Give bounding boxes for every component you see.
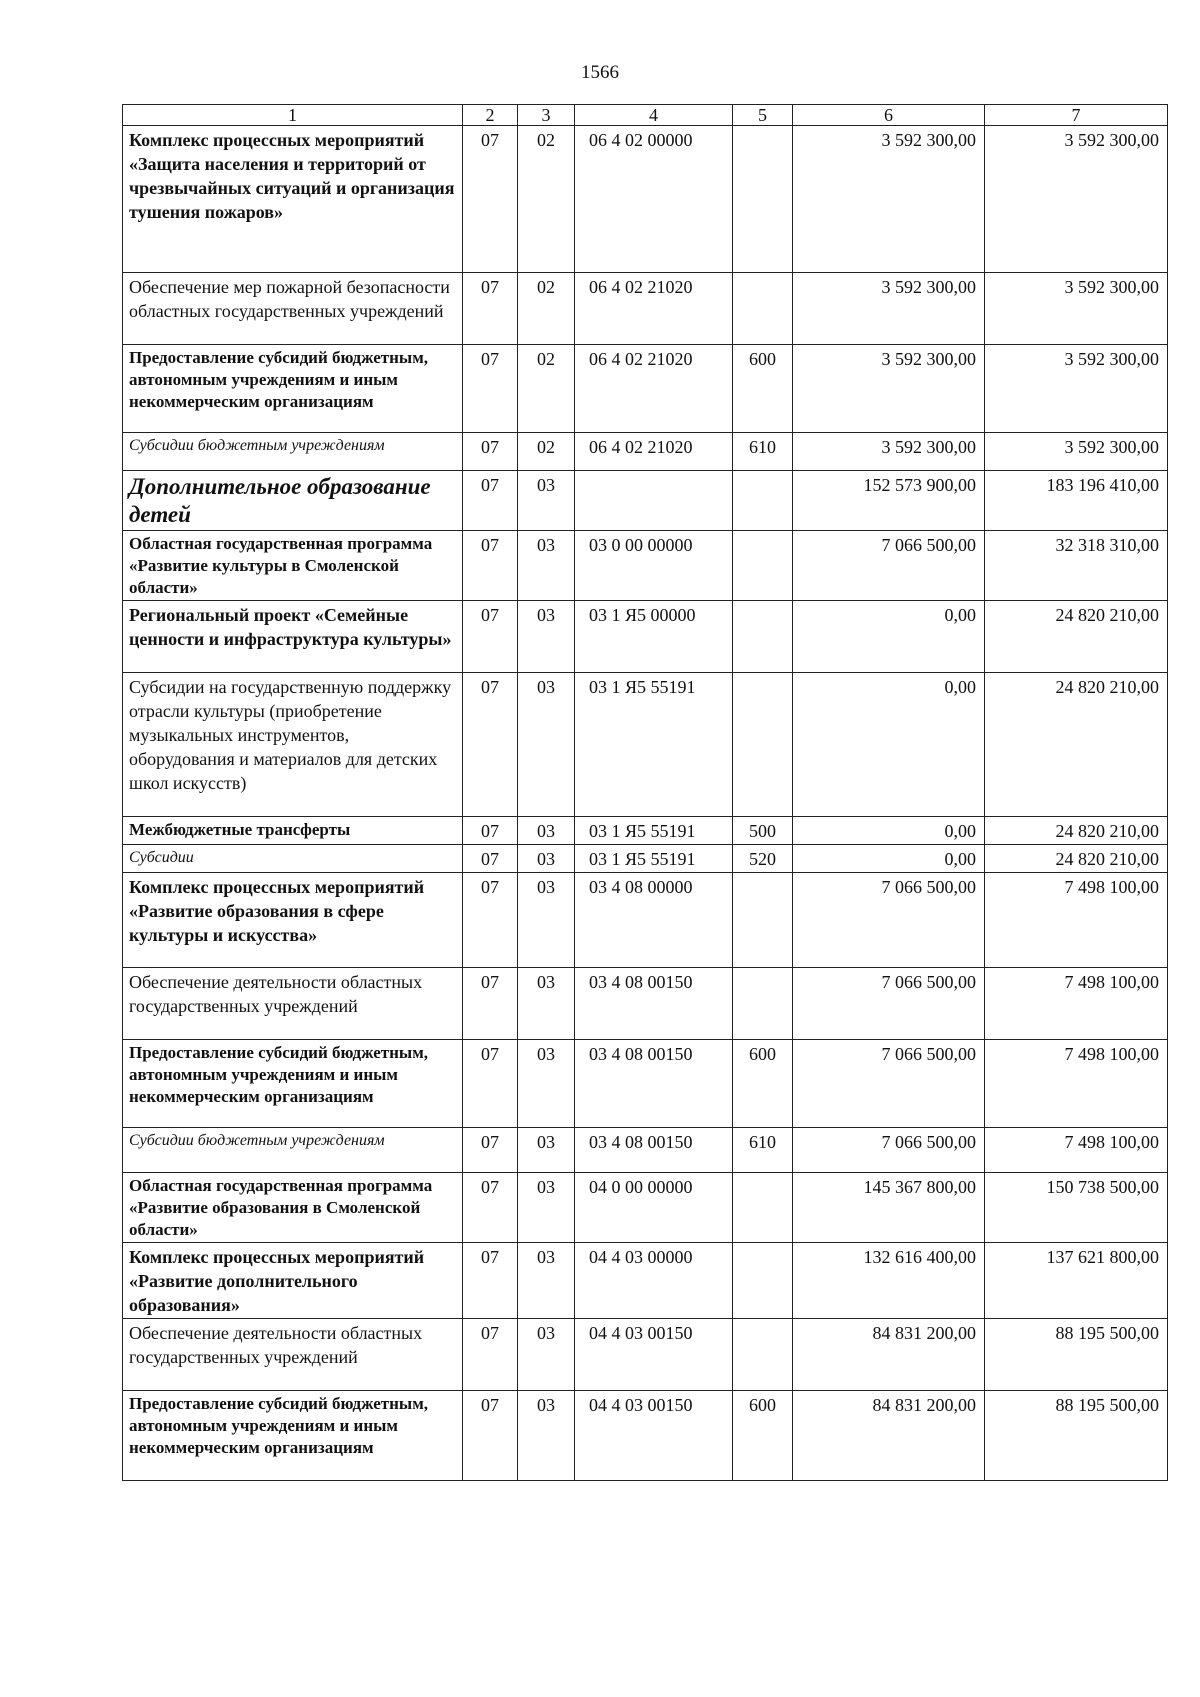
column-header: 6 bbox=[793, 105, 985, 126]
expense-type-cell: 610 bbox=[733, 433, 793, 471]
row-name-cell: Субсидии бюджетным учреждениям bbox=[123, 1128, 463, 1173]
row-name-cell: Предоставление субсидий бюджетным, автономным учреждениям и иным некоммерческим организациям bbox=[123, 345, 463, 433]
table-row bbox=[123, 845, 1168, 873]
target-article-cell: 04 4 03 00150 bbox=[575, 1391, 733, 1481]
section-code-cell: 07 bbox=[463, 531, 518, 601]
table-row bbox=[123, 433, 1168, 471]
amount-year2-cell: 7 498 100,00 bbox=[985, 873, 1168, 968]
amount-year2-cell: 3 592 300,00 bbox=[985, 273, 1168, 345]
target-article-cell: 03 4 08 00150 bbox=[575, 1040, 733, 1128]
row-name-cell: Региональный проект «Семейные ценности и инфраструктура культуры» bbox=[123, 601, 463, 673]
amount-year1-cell: 7 066 500,00 bbox=[793, 968, 985, 1040]
row-name-cell: Областная государственная программа «Развитие культуры в Смоленской области» bbox=[123, 531, 463, 601]
section-code-cell: 07 bbox=[463, 601, 518, 673]
subsection-code-cell: 03 bbox=[518, 1173, 575, 1243]
column-header: 5 bbox=[733, 105, 793, 126]
subsection-code-cell: 02 bbox=[518, 126, 575, 273]
amount-year1-cell: 0,00 bbox=[793, 845, 985, 873]
table-row bbox=[123, 1128, 1168, 1173]
table-row bbox=[123, 1243, 1168, 1319]
amount-year2-cell: 3 592 300,00 bbox=[985, 345, 1168, 433]
column-header: 4 bbox=[575, 105, 733, 126]
section-code-cell: 07 bbox=[463, 968, 518, 1040]
subsection-code-cell: 03 bbox=[518, 845, 575, 873]
target-article-cell: 03 0 00 00000 bbox=[575, 531, 733, 601]
expense-type-cell bbox=[733, 471, 793, 531]
amount-year1-cell: 0,00 bbox=[793, 673, 985, 817]
row-name-cell: Предоставление субсидий бюджетным, автономным учреждениям и иным некоммерческим организациям bbox=[123, 1040, 463, 1128]
expense-type-cell bbox=[733, 673, 793, 817]
subsection-code-cell: 03 bbox=[518, 1128, 575, 1173]
amount-year1-cell: 7 066 500,00 bbox=[793, 1128, 985, 1173]
section-code-cell: 07 bbox=[463, 1319, 518, 1391]
amount-year1-cell: 84 831 200,00 bbox=[793, 1391, 985, 1481]
amount-year1-cell: 3 592 300,00 bbox=[793, 126, 985, 273]
table-row bbox=[123, 273, 1168, 345]
subsection-code-cell: 02 bbox=[518, 345, 575, 433]
target-article-cell: 03 4 08 00000 bbox=[575, 873, 733, 968]
amount-year1-cell: 3 592 300,00 bbox=[793, 273, 985, 345]
subsection-code-cell: 03 bbox=[518, 1319, 575, 1391]
row-name-cell: Комплекс процессных мероприятий «Развитие образования в сфере культуры и искусства» bbox=[123, 873, 463, 968]
column-header: 1 bbox=[123, 105, 463, 126]
amount-year1-cell: 3 592 300,00 bbox=[793, 433, 985, 471]
amount-year1-cell: 0,00 bbox=[793, 601, 985, 673]
expense-type-cell bbox=[733, 601, 793, 673]
table-row bbox=[123, 873, 1168, 968]
amount-year2-cell: 24 820 210,00 bbox=[985, 673, 1168, 817]
section-code-cell: 07 bbox=[463, 1243, 518, 1319]
target-article-cell: 03 4 08 00150 bbox=[575, 968, 733, 1040]
expense-type-cell bbox=[733, 126, 793, 273]
target-article-cell: 03 1 Я5 55191 bbox=[575, 817, 733, 845]
expense-type-cell: 600 bbox=[733, 345, 793, 433]
section-code-cell: 07 bbox=[463, 1128, 518, 1173]
expense-type-cell bbox=[733, 1173, 793, 1243]
budget-table bbox=[122, 104, 1168, 1481]
subsection-code-cell: 03 bbox=[518, 873, 575, 968]
target-article-cell: 06 4 02 00000 bbox=[575, 126, 733, 273]
expense-type-cell: 600 bbox=[733, 1391, 793, 1481]
expense-type-cell bbox=[733, 273, 793, 345]
target-article-cell: 04 0 00 00000 bbox=[575, 1173, 733, 1243]
amount-year2-cell: 88 195 500,00 bbox=[985, 1319, 1168, 1391]
target-article-cell: 06 4 02 21020 bbox=[575, 345, 733, 433]
expense-type-cell bbox=[733, 1243, 793, 1319]
amount-year1-cell: 84 831 200,00 bbox=[793, 1319, 985, 1391]
target-article-cell: 06 4 02 21020 bbox=[575, 273, 733, 345]
row-name-cell: Областная государственная программа «Развитие образования в Смоленской области» bbox=[123, 1173, 463, 1243]
section-code-cell: 07 bbox=[463, 817, 518, 845]
table-row bbox=[123, 1040, 1168, 1128]
amount-year2-cell: 150 738 500,00 bbox=[985, 1173, 1168, 1243]
expense-type-cell bbox=[733, 968, 793, 1040]
amount-year2-cell: 24 820 210,00 bbox=[985, 845, 1168, 873]
subsection-code-cell: 03 bbox=[518, 1040, 575, 1128]
table-row bbox=[123, 471, 1168, 531]
target-article-cell: 04 4 03 00000 bbox=[575, 1243, 733, 1319]
table-row bbox=[123, 531, 1168, 601]
amount-year2-cell: 183 196 410,00 bbox=[985, 471, 1168, 531]
section-code-cell: 07 bbox=[463, 1173, 518, 1243]
expense-type-cell: 500 bbox=[733, 817, 793, 845]
table-row bbox=[123, 673, 1168, 817]
amount-year2-cell: 137 621 800,00 bbox=[985, 1243, 1168, 1319]
section-code-cell: 07 bbox=[463, 673, 518, 817]
target-article-cell: 03 1 Я5 00000 bbox=[575, 601, 733, 673]
subsection-code-cell: 02 bbox=[518, 273, 575, 345]
page-number: 1566 bbox=[581, 62, 619, 83]
table-row bbox=[123, 1173, 1168, 1243]
row-name-cell: Предоставление субсидий бюджетным, автономным учреждениям и иным некоммерческим организациям bbox=[123, 1391, 463, 1481]
column-header: 3 bbox=[518, 105, 575, 126]
amount-year2-cell: 3 592 300,00 bbox=[985, 433, 1168, 471]
row-name-cell: Комплекс процессных мероприятий «Защита населения и территорий от чрезвычайных ситуаций и организация тушения пожаров» bbox=[123, 126, 463, 273]
column-header: 7 bbox=[985, 105, 1168, 126]
subsection-code-cell: 03 bbox=[518, 1243, 575, 1319]
subsection-code-cell: 03 bbox=[518, 968, 575, 1040]
section-code-cell: 07 bbox=[463, 1040, 518, 1128]
table-row bbox=[123, 1391, 1168, 1481]
amount-year2-cell: 32 318 310,00 bbox=[985, 531, 1168, 601]
amount-year1-cell: 152 573 900,00 bbox=[793, 471, 985, 531]
target-article-cell: 06 4 02 21020 bbox=[575, 433, 733, 471]
section-code-cell: 07 bbox=[463, 845, 518, 873]
target-article-cell: 03 4 08 00150 bbox=[575, 1128, 733, 1173]
amount-year2-cell: 7 498 100,00 bbox=[985, 968, 1168, 1040]
table-row bbox=[123, 601, 1168, 673]
subsection-code-cell: 03 bbox=[518, 531, 575, 601]
subsection-code-cell: 03 bbox=[518, 673, 575, 817]
row-name-cell: Субсидии бюджетным учреждениям bbox=[123, 433, 463, 471]
subsection-code-cell: 03 bbox=[518, 1391, 575, 1481]
table-header-row bbox=[123, 105, 1168, 126]
column-header: 2 bbox=[463, 105, 518, 126]
expense-type-cell: 520 bbox=[733, 845, 793, 873]
row-name-cell: Обеспечение мер пожарной безопасности областных государственных учреждений bbox=[123, 273, 463, 345]
subsection-code-cell: 03 bbox=[518, 601, 575, 673]
table-row bbox=[123, 968, 1168, 1040]
expense-type-cell bbox=[733, 873, 793, 968]
table-row bbox=[123, 345, 1168, 433]
subsection-code-cell: 02 bbox=[518, 433, 575, 471]
section-code-cell: 07 bbox=[463, 471, 518, 531]
target-article-cell: 03 1 Я5 55191 bbox=[575, 845, 733, 873]
expense-type-cell bbox=[733, 531, 793, 601]
subsection-code-cell: 03 bbox=[518, 817, 575, 845]
target-article-cell: 03 1 Я5 55191 bbox=[575, 673, 733, 817]
target-article-cell: 04 4 03 00150 bbox=[575, 1319, 733, 1391]
section-code-cell: 07 bbox=[463, 345, 518, 433]
table-row bbox=[123, 1319, 1168, 1391]
table-row bbox=[123, 817, 1168, 845]
expense-type-cell: 610 bbox=[733, 1128, 793, 1173]
amount-year2-cell: 7 498 100,00 bbox=[985, 1128, 1168, 1173]
section-code-cell: 07 bbox=[463, 273, 518, 345]
amount-year2-cell: 7 498 100,00 bbox=[985, 1040, 1168, 1128]
row-name-cell: Дополнительное образование детей bbox=[123, 471, 463, 531]
amount-year1-cell: 145 367 800,00 bbox=[793, 1173, 985, 1243]
amount-year2-cell: 88 195 500,00 bbox=[985, 1391, 1168, 1481]
amount-year1-cell: 7 066 500,00 bbox=[793, 531, 985, 601]
table-body bbox=[123, 126, 1168, 1481]
section-code-cell: 07 bbox=[463, 873, 518, 968]
section-code-cell: 07 bbox=[463, 1391, 518, 1481]
amount-year1-cell: 7 066 500,00 bbox=[793, 873, 985, 968]
expense-type-cell bbox=[733, 1319, 793, 1391]
budget-table-container bbox=[122, 104, 1167, 1481]
row-name-cell: Комплекс процессных мероприятий «Развитие дополнительного образования» bbox=[123, 1243, 463, 1319]
target-article-cell bbox=[575, 471, 733, 531]
amount-year2-cell: 24 820 210,00 bbox=[985, 817, 1168, 845]
row-name-cell: Обеспечение деятельности областных государственных учреждений bbox=[123, 1319, 463, 1391]
expense-type-cell: 600 bbox=[733, 1040, 793, 1128]
table-row bbox=[123, 126, 1168, 273]
amount-year1-cell: 3 592 300,00 bbox=[793, 345, 985, 433]
amount-year1-cell: 7 066 500,00 bbox=[793, 1040, 985, 1128]
row-name-cell: Межбюджетные трансферты bbox=[123, 817, 463, 845]
row-name-cell: Субсидии на государственную поддержку отрасли культуры (приобретение музыкальных инструментов, оборудования и материалов для детских школ искусств) bbox=[123, 673, 463, 817]
amount-year1-cell: 0,00 bbox=[793, 817, 985, 845]
amount-year2-cell: 3 592 300,00 bbox=[985, 126, 1168, 273]
amount-year2-cell: 24 820 210,00 bbox=[985, 601, 1168, 673]
row-name-cell: Обеспечение деятельности областных государственных учреждений bbox=[123, 968, 463, 1040]
section-code-cell: 07 bbox=[463, 126, 518, 273]
row-name-cell: Субсидии bbox=[123, 845, 463, 873]
amount-year1-cell: 132 616 400,00 bbox=[793, 1243, 985, 1319]
section-code-cell: 07 bbox=[463, 433, 518, 471]
subsection-code-cell: 03 bbox=[518, 471, 575, 531]
